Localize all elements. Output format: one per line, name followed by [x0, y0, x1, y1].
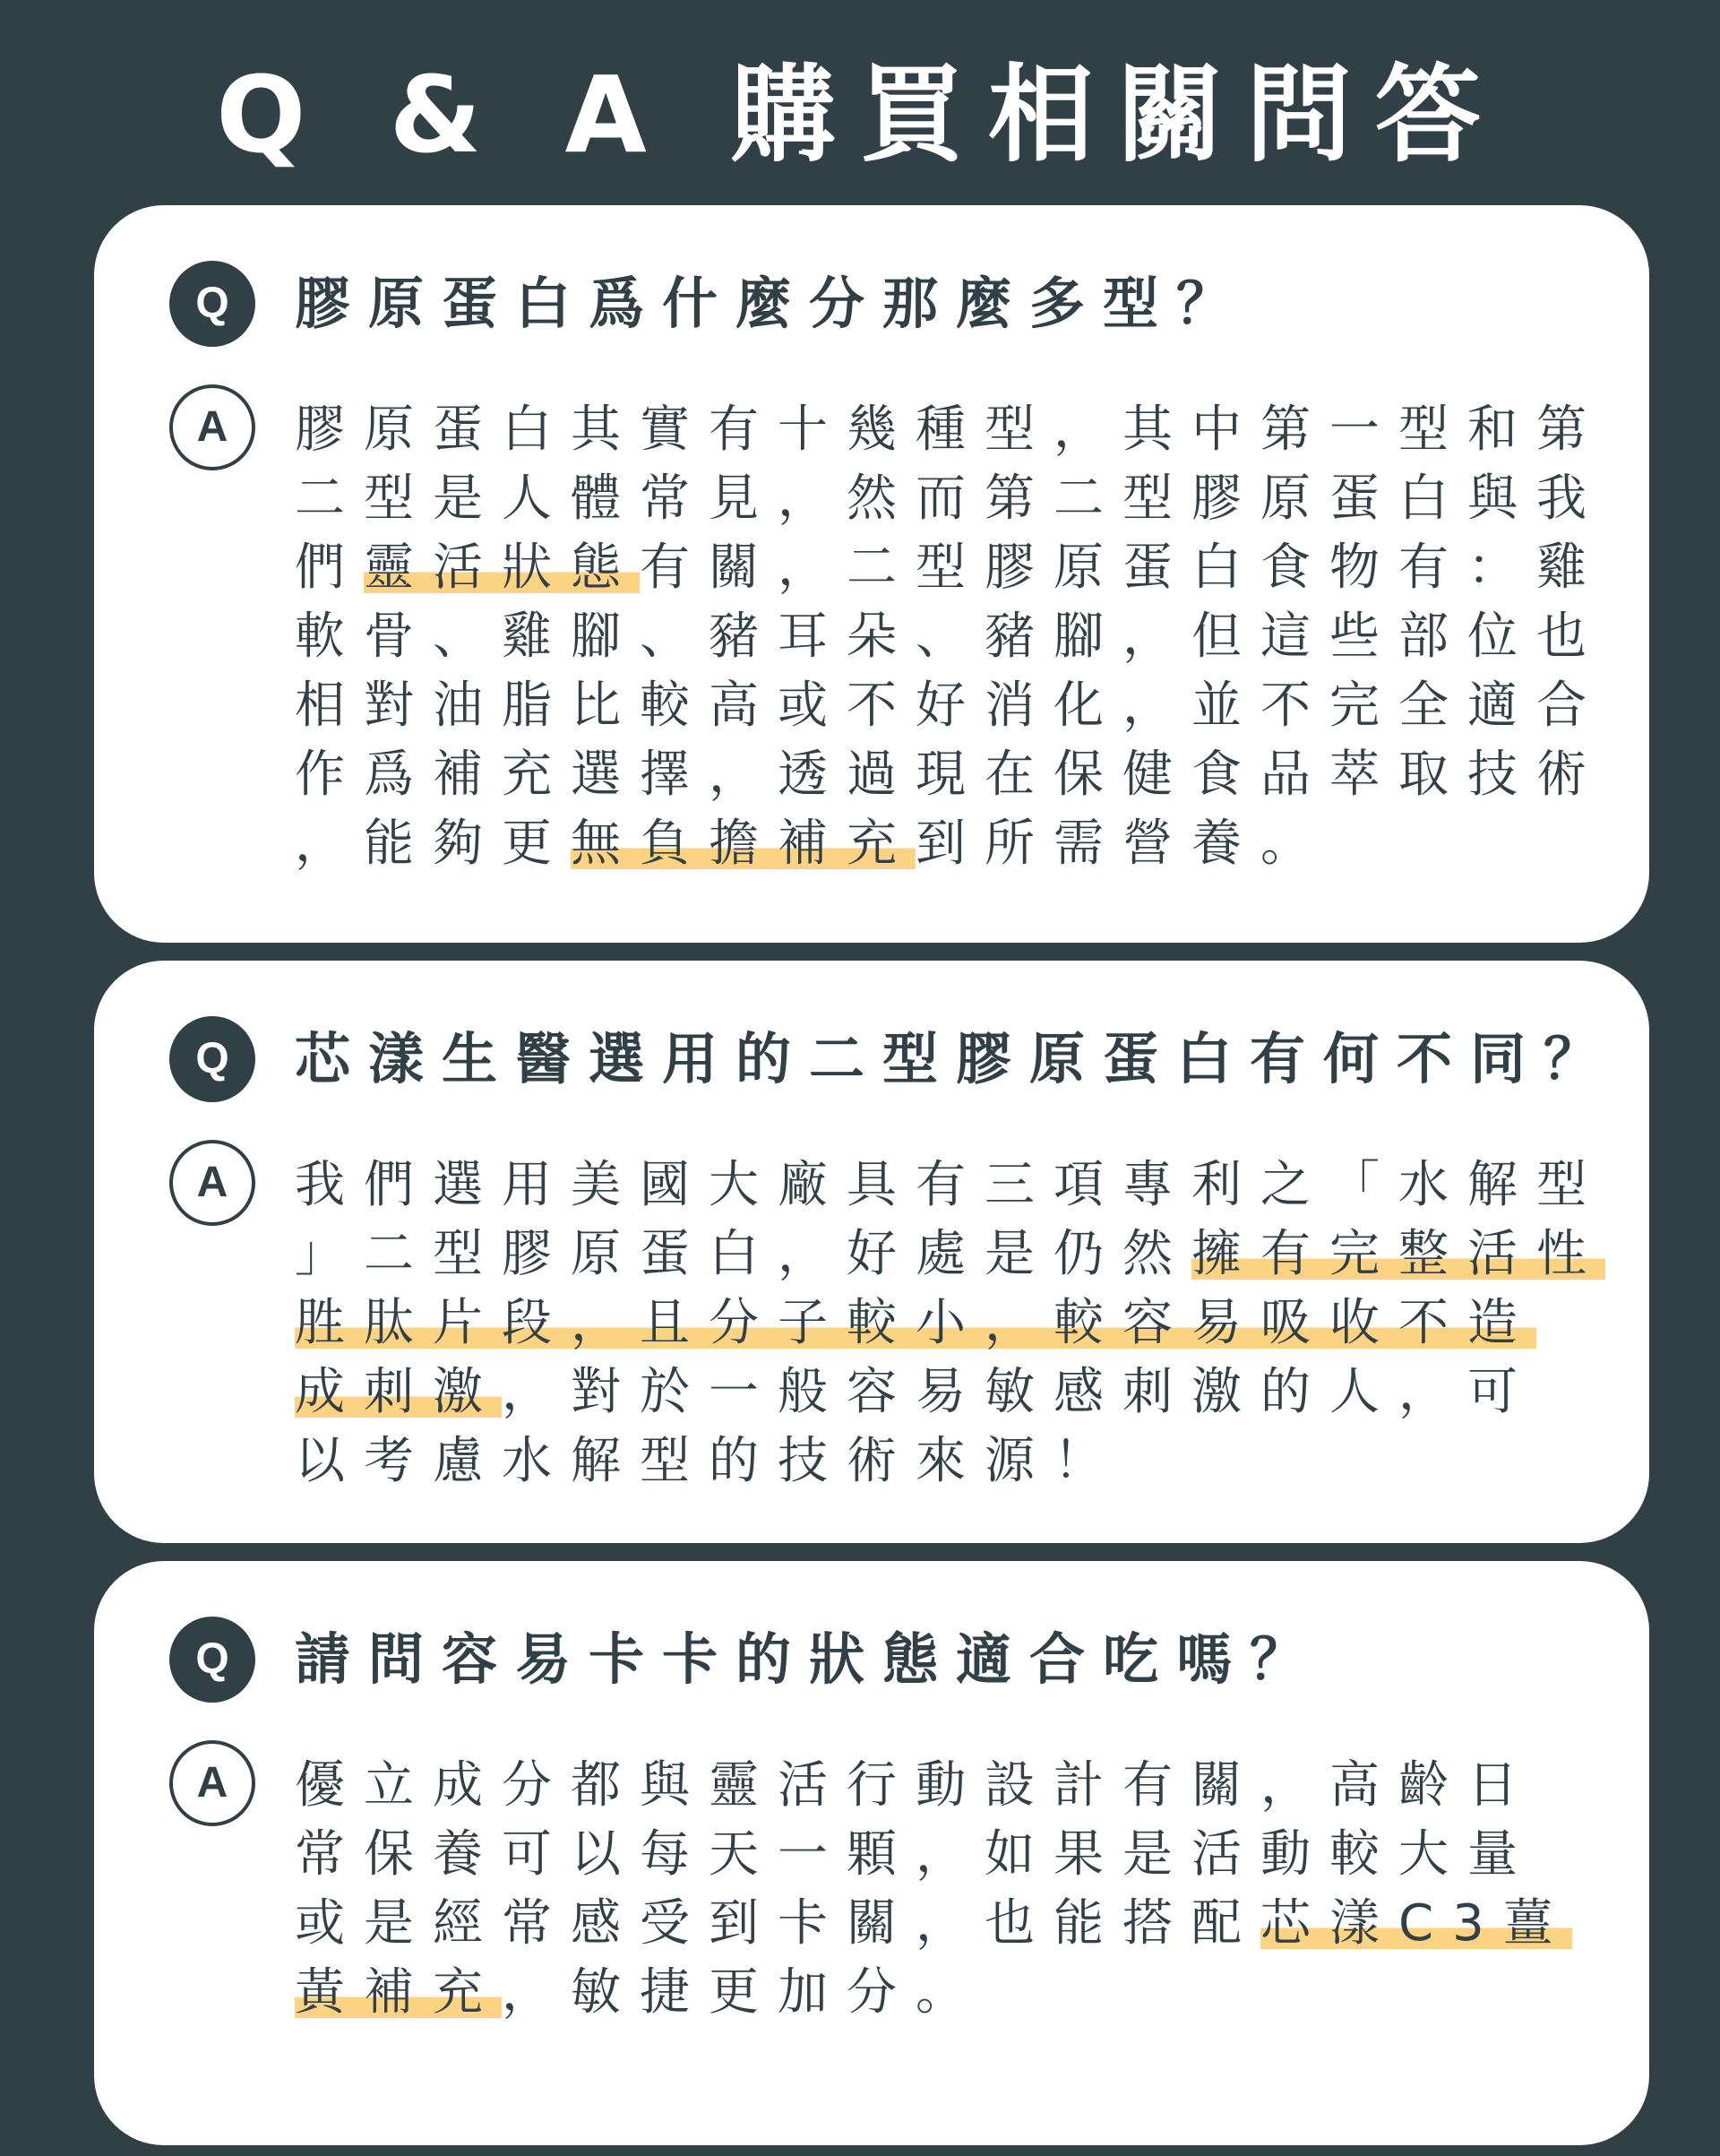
question-text: 芯漾生醫選用的二型膠原蛋白有何不同？	[295, 1026, 1618, 1091]
answer-line	[295, 1820, 1603, 1889]
answer-line	[295, 1958, 1603, 2027]
answer-segment: 以考慮水解型的技術來源！	[295, 1432, 1122, 1490]
answer-segment: 二型是人體常見，然而第二型膠原蛋白與我	[295, 470, 1605, 528]
answer-segment: 軟骨、雞腳、豬耳朵、豬腳，但這些部位也	[295, 608, 1605, 666]
answer-badge-icon: A	[169, 384, 255, 470]
answer-line	[295, 464, 1603, 533]
highlighted-text: 靈活狀態	[364, 539, 640, 597]
answer-segment: ，能夠更	[295, 815, 571, 873]
answer-segment: 我們選用美國大廠具有三項專利之「水解型	[295, 1156, 1605, 1214]
highlighted-text: 擁有完整活性	[1191, 1225, 1605, 1283]
answer-line	[295, 1220, 1603, 1289]
question-badge-icon: Q	[169, 1016, 255, 1102]
answer-text	[295, 395, 1603, 878]
answer-segment: 常保養可以每天一顆，如果是活動較大量	[295, 1825, 1536, 1884]
answer-line	[295, 395, 1603, 464]
answer-line	[295, 1358, 1603, 1427]
answer-badge-icon: A	[169, 1740, 255, 1826]
answer-line	[295, 1427, 1603, 1496]
answer-line	[295, 1889, 1603, 1958]
qa-card-1	[94, 205, 1649, 943]
answer-text	[295, 1151, 1603, 1496]
highlighted-text: 芯漾C3薑	[1260, 1894, 1572, 1953]
question-text: 膠原蛋白爲什麼分那麼多型？	[295, 271, 1251, 336]
answer-segment: 優立成分都與靈活行動設計有關，高齡日	[295, 1756, 1536, 1815]
answer-line	[295, 1751, 1603, 1820]
answer-segment: 有關，二型膠原蛋白食物有：雞	[640, 539, 1605, 597]
answer-segment: 」二型膠原蛋白，好處是仍然	[295, 1225, 1191, 1283]
answer-line	[295, 671, 1603, 740]
question-text: 請問容易卡卡的狀態適合吃嗎？	[295, 1626, 1324, 1692]
answer-line	[295, 1151, 1603, 1220]
highlighted-text: 無負擔補充	[571, 815, 916, 873]
answer-line	[295, 1289, 1603, 1358]
question-badge-icon: Q	[169, 1617, 255, 1703]
answer-segment: 作爲補充選擇，透過現在保健食品萃取技術	[295, 746, 1605, 804]
answer-segment: 膠原蛋白其實有十幾種型，其中第一型和第	[295, 401, 1605, 459]
answer-segment: 或是經常感受到卡關，也能搭配	[295, 1894, 1260, 1953]
qa-card-3	[94, 1561, 1649, 2145]
answer-segment: 到所需營養。	[916, 815, 1329, 873]
answer-line	[295, 602, 1603, 671]
answer-segment: ，敏捷更加分。	[502, 1963, 985, 2022]
answer-segment: 們	[295, 539, 364, 597]
answer-line	[295, 533, 1603, 602]
question-badge-icon: Q	[169, 261, 255, 347]
qa-card-2	[94, 961, 1649, 1543]
page-title: Q & A 購買相關問答	[216, 53, 1504, 177]
answer-badge-icon: A	[169, 1140, 255, 1226]
answer-text	[295, 1751, 1603, 2027]
highlighted-text: 胜肽片段，且分子較小，較容易吸收不造	[295, 1294, 1536, 1352]
highlighted-text: 黃補充	[295, 1963, 502, 2022]
answer-segment: ，對於一般容易敏感刺激的人，可	[502, 1363, 1536, 1421]
answer-line	[295, 809, 1603, 878]
answer-segment: 相對油脂比較高或不好消化，並不完全適合	[295, 677, 1605, 735]
answer-line	[295, 740, 1603, 809]
highlighted-text: 成刺激	[295, 1363, 502, 1421]
